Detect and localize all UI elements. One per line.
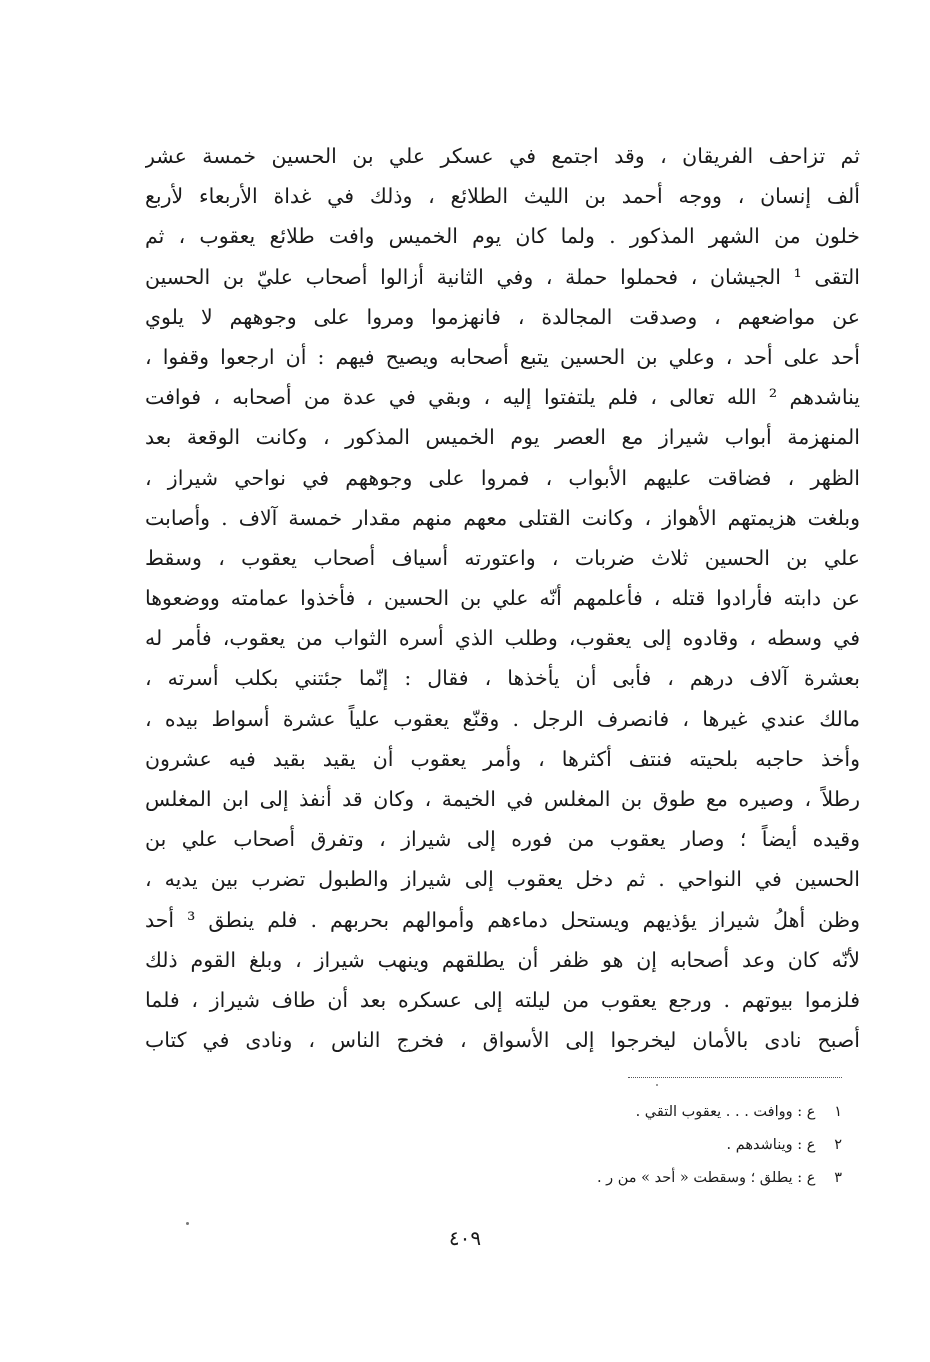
main-text-block	[145, 136, 860, 1060]
text-line: ألف إنسان ، ووجه أحمد بن الليث الطلائع ، وذلك في غداة الأربعاء لأربع	[145, 184, 860, 209]
text-line: لأنّه كان وعد أصحابه إن هو ظفر أن يطلقهم وينهب شيراز ، وبلغ القوم ذلك	[145, 947, 860, 972]
footnote	[322, 1096, 842, 1129]
footnote-number: ١	[834, 1104, 842, 1120]
text-line: وظن أهلُ شيراز يؤذيهم ويستحل دماءهم وأموالهم بحربهم . فلم ينطق ³ أحد	[145, 907, 860, 932]
text-line: وقيده أيضاً ؛ وصار يعقوب من فوره إلى شيراز ، وتفرق أصحاب علي بن	[145, 827, 860, 852]
page-number: ٤٠٩	[448, 1226, 482, 1250]
text-line: علي بن الحسين ثلاث ضربات ، واعتورته أسياف أصحاب يعقوب ، وسقط	[145, 545, 860, 570]
text-line: أصبح نادى بالأمان ليخرجوا إلى الأسواق ، فخرج الناس ، ونادى في كتاب	[145, 1028, 860, 1053]
text-line: أحد على أحد ، وعلي بن الحسين يتبع أصحابه ويصيح فيهم : أن ارجعوا وقفوا ،	[145, 344, 860, 369]
text-line: عن دابته فأرادوا قتله ، فأعلمهم أنّه علي بن الحسين ، فأخذوا عمامته ووضعوها	[145, 586, 860, 611]
text-line: وبلغت هزيمتهم الأهواز ، وكانت القتلى معهم منهم مقدار خمسة آلاف . وأصابت	[145, 505, 860, 530]
footnote-text: ع : ويناشدهم .	[726, 1137, 816, 1153]
text-line: التقى ¹ الجيشان ، فحملوا حملة ، وفي الثانية أزالوا أصحاب عليّ بن الحسين	[145, 264, 860, 289]
footnote-number: ٢	[834, 1137, 842, 1153]
footnote	[322, 1129, 842, 1162]
text-line: فلزموا بيوتهم . ورجع يعقوب من ليلته إلى عسكره بعد أن طاف شيراز ، فلما	[145, 987, 860, 1012]
text-line: عن مواضعهم ، وصدقت المجالدة ، فانهزموا ومروا على وجوههم لا يلوي	[145, 304, 860, 329]
text-line: يناشدهم ² الله تعالى ، فلم يلتفتوا إليه ، وبقي في عدة من أصحابه ، فوافت	[145, 385, 860, 410]
text-line: الحسين في النواحي . ثم دخل يعقوب إلى شيراز والطبول تضرب بين يديه ،	[145, 867, 860, 892]
text-line: الظهر ، فضاقت عليهم الأبواب ، فمروا على وجوههم في نواحي شيراز ،	[145, 465, 860, 490]
text-line: المنهزمة أبواب شيراز مع العصر يوم الخميس المذكور ، وكانت الوقعة بعد	[145, 425, 860, 450]
text-line: ثم تزاحف الفريقان ، وقد اجتمع في عسكر علي بن الحسين خمسة عشر	[145, 144, 860, 168]
text-line: رطلاً ، وصيره مع طوق بن المغلس في الخيمة ، وكان قد أنفذ إلى ابن المغلس	[145, 787, 860, 811]
scan-speck	[656, 1084, 658, 1086]
text-line: خلون من الشهر المذكور . ولما كان يوم الخميس وافت طلائع يعقوب ، ثم	[145, 224, 860, 249]
scan-speck	[186, 1222, 189, 1225]
footnote-text: ع : ووافت . . . يعقوب التقي .	[635, 1104, 816, 1120]
footnote-number: ٣	[834, 1170, 842, 1186]
text-line: وأخذ حاجبه بلحيته فنتف أكثرها ، وأمر يعقوب أن يقيد بقيد فيه عشرون	[145, 746, 860, 771]
footnotes	[322, 1096, 842, 1195]
footnote-text: ع : يطلق ؛ وسقطت « أحد » من ر .	[596, 1170, 816, 1186]
text-line: في وسطه ، وقادوه إلى يعقوب، وطلب الذي أسره الثواب من يعقوب، فأمر له	[145, 626, 860, 651]
footnote	[322, 1162, 842, 1195]
text-line: بعشرة آلاف درهم ، فأبى أن يأخذها ، فقال : إنّما جئتني بكلب أسرته ،	[145, 666, 860, 691]
text-line: مالك عندي غيرها ، فانصرف الرجل . وقنّع يعقوب علياً عشرة أسواط بيده ،	[145, 706, 860, 731]
footnote-separator	[628, 1077, 842, 1078]
